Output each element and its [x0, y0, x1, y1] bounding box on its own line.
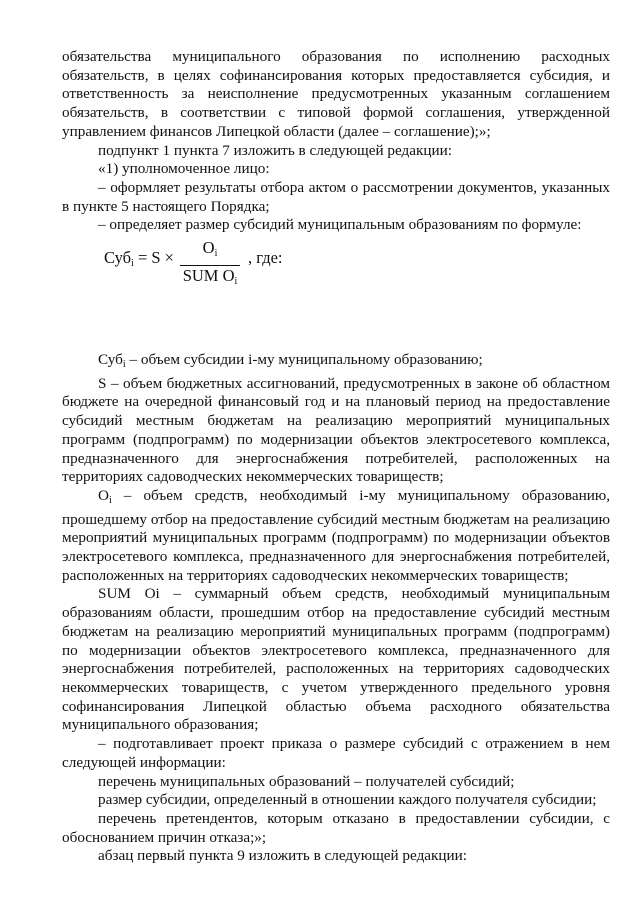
- document-page: [62, 48, 610, 866]
- formula-lhs: Суб$_i$ = S ×: [104, 248, 174, 270]
- paragraph-authorized-person: «1) уполномоченное лицо:: [98, 160, 270, 178]
- paragraph-list-municipalities: перечень муниципальных образований – получателей субсидий;: [98, 772, 515, 790]
- paragraph-agreement: обязательства муниципального образования по исполнению расходных обязательств, в целях софинансирования которых предоставляется субсидия, и ответственность за неисполнение предусмотренных указанным соглашением обязательств, в соответствии с типовой формой соглашения, утвержденной управлением финансов Липецкой области (далее – соглашение);»;: [62, 48, 610, 140]
- paragraph-formula-intro: – определяет размер субсидий муниципальным образованиям по формуле:: [98, 216, 582, 234]
- paragraph-subsidy-size: размер субсидии, определенный в отношении каждого получателя субсидии;: [98, 791, 597, 809]
- formula-tail: , где:: [248, 248, 283, 268]
- paragraph-point-9: абзац первый пункта 9 изложить в следующей редакции:: [98, 847, 468, 865]
- formula-denominator: SUM $O_i$: [182, 265, 238, 287]
- paragraph-subpoint-7: подпункт 1 пункта 7 изложить в следующей редакции:: [98, 141, 452, 159]
- paragraph-def-sum-oi: SUM Oi – суммарный объем средств, необходимый муниципальным образованиям области, прошедшим отбор на предоставление субсидий местным бюджетам на реализацию мероприятий муниципальных программ (подпрограмм) по модернизации объектов электросетевого комплекса, предназначенного для энергоснабжения потребителей, расположенных на территориях садоводческих некоммерческих товариществ, с учетом утвержденного предельного уровня софинансирования Липецкой областью объема расходного обязательства муниципального образования;: [62, 585, 610, 734]
- paragraph-rejected-list: перечень претендентов, которым отказано в предоставлении субсидии, с обоснованием причин отказа;»;: [62, 809, 610, 846]
- subsidy-formula: [62, 239, 610, 301]
- paragraph-def-oi: $O_i$ – объем средств, необходимый i-му муниципальному образованию, прошедшему отбор на предоставление субсидий местным бюджетам на реализацию мероприятий муниципальных программ (подпрограмм) по модернизации объектов электросетевого комплекса, предназначенного для энергоснабжения потребителей, расположенных на территориях садоводческих некоммерческих товариществ;: [62, 486, 610, 584]
- formula-fraction: [178, 239, 242, 291]
- paragraph-selection-results: – оформляет результаты отбора актом о рассмотрении документов, указанных в пункте 5 настоящего Порядка;: [62, 178, 610, 215]
- formula-numerator: $O_i$: [202, 238, 218, 260]
- paragraph-def-sub: Суб$_i$ – объем субсидии i-му муниципальному образованию;: [98, 351, 483, 371]
- paragraph-def-s: S – объем бюджетных ассигнований, предусмотренных в законе об областном бюджете на очередной финансовый год и на плановый период на предоставление субсидий местным бюджетам на реализацию мероприятий муниципальных программ (подпрограмм) по модернизации объектов электросетевого комплекса, предназначенного для энергоснабжения потребителей, расположенных на территориях садоводческих некоммерческих товариществ;: [62, 374, 610, 486]
- paragraph-prepares-order: – подготавливает проект приказа о размере субсидий с отражением в нем следующей информации:: [62, 735, 610, 771]
